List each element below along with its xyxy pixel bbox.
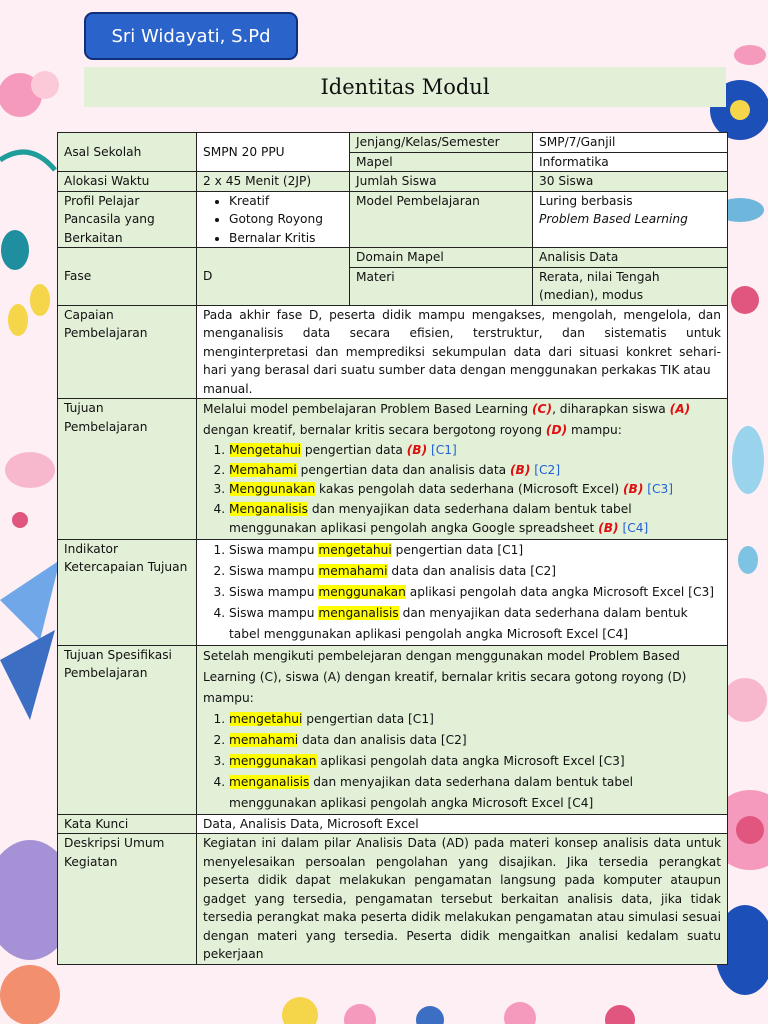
module-identity-table — [57, 132, 728, 965]
verb: menggunakan — [229, 753, 317, 768]
tujuan-list — [203, 441, 721, 539]
label-model: Model Pembelajaran — [350, 191, 533, 248]
code-b: (B) — [598, 521, 619, 535]
list-item — [229, 441, 721, 461]
list-item — [229, 540, 721, 561]
list-item — [229, 480, 721, 500]
item-text: pengertian data [C1] — [391, 542, 524, 557]
label-capaian: Capaian Pembelajaran — [58, 305, 197, 399]
item-text: data dan analisis data [C2] — [387, 563, 557, 578]
value-domain: Analisis Data — [533, 248, 728, 268]
value-jenjang: SMP/7/Ganjil — [533, 133, 728, 153]
list-item — [229, 709, 721, 730]
profil-list — [203, 192, 343, 248]
label-spesifik: Tujuan Spesifikasi Pembelajaran — [58, 645, 197, 814]
value-asal-sekolah: SMPN 20 PPU — [197, 133, 350, 172]
label-profil: Profil Pelajar Pancasila yang Berkaitan — [58, 191, 197, 248]
item-prefix: Siswa mampu — [229, 605, 319, 620]
code-b: (B) — [509, 462, 531, 477]
level-tag: [C1] — [431, 443, 457, 457]
list-item — [229, 461, 721, 481]
list-item: • Kreatif — [229, 192, 343, 211]
verb: memahami — [229, 732, 299, 747]
value-materi: Rerata, nilai Tengah (median), modus — [533, 267, 728, 305]
label-tujuan: Tujuan Pembelajaran — [58, 399, 197, 540]
value-fase: D — [197, 248, 350, 306]
tujuan-intro-b: , diharapkan siswa — [552, 402, 670, 416]
row-kata-kunci — [58, 814, 728, 834]
item-text: dan menyajikan data sederhana dalam bentuk tabel menggunakan aplikasi pengolah angka Microsoft Excel [C4] — [229, 605, 688, 641]
value-model — [533, 191, 728, 248]
item-prefix: Siswa mampu — [229, 542, 319, 557]
capaian-text-end: manual. — [203, 381, 253, 396]
author-name: Sri Widayati, S.Pd — [111, 25, 271, 47]
model-line-2: Problem Based Learning — [539, 212, 688, 226]
value-spesifik — [197, 645, 728, 814]
item-text: dan menyajikan data sederhana dalam bentuk tabel menggunakan aplikasi pengolah angka Microsoft Excel [C4] — [229, 774, 634, 810]
value-profil — [197, 191, 350, 248]
row-asal-sekolah — [58, 133, 728, 153]
value-deskripsi: Kegiatan ini dalam pilar Analisis Data (AD) pada materi konsep analisis data untuk menyelesaikan persoalan pengolahan yang disajikan. Jika tersedia perangkat peserta didik dapat melakukan pengamatan langsung pada komputer ataupun gadget yang tersedia, pengamatan tersebut berkaitan analisis data, jika tidak tersedia perangkat maka peserta didik melakukan pengamatan atau simulasi sesuai dengan materi yang tersedia. Peserta didik mengaitkan analisi kedalam suatu pekerjaan — [197, 834, 728, 965]
level-tag: [C3] — [647, 482, 674, 496]
value-mapel: Informatika — [533, 152, 728, 172]
item-text: aplikasi pengolah data angka Microsoft Excel [C3] — [405, 584, 714, 599]
verb: Menggunakan — [229, 482, 316, 496]
item-text: data dan analisis data [C2] — [298, 732, 467, 747]
row-alokasi — [58, 172, 728, 192]
value-jumlah-siswa: 30 Siswa — [533, 172, 728, 192]
list-item — [229, 500, 721, 539]
label-jenjang: Jenjang/Kelas/Semester — [350, 133, 533, 153]
value-alokasi: 2 x 45 Menit (2JP) — [197, 172, 350, 192]
item-text: kakas pengolah data sederhana (Microsoft Excel) — [315, 482, 623, 496]
label-asal-sekolah: Asal Sekolah — [58, 133, 197, 172]
tujuan-intro-d: mampu: — [567, 423, 622, 437]
list-item — [229, 561, 721, 582]
verb: menganalisis — [318, 605, 399, 620]
row-capaian — [58, 305, 728, 399]
verb: Mengetahui — [229, 443, 302, 457]
item-text: pengertian data [C1] — [302, 711, 434, 726]
level-tag: [C2] — [534, 462, 561, 477]
row-profil — [58, 191, 728, 248]
verb: Menganalisis — [229, 501, 308, 516]
label-alokasi: Alokasi Waktu — [58, 172, 197, 192]
code-d: (D) — [545, 423, 568, 437]
author-name-box — [84, 12, 298, 60]
tujuan-intro — [203, 399, 721, 441]
verb: memahami — [318, 563, 388, 578]
page-title: Identitas Modul — [320, 75, 490, 99]
verb: mengetahui — [229, 711, 303, 726]
code-c: (C) — [531, 402, 553, 416]
indikator-list — [203, 540, 721, 645]
tujuan-intro-c: dengan kreatif, bernalar kritis secara bergotong royong — [203, 423, 546, 437]
list-item — [229, 751, 721, 772]
label-mapel: Mapel — [350, 152, 533, 172]
label-jumlah-siswa: Jumlah Siswa — [350, 172, 533, 192]
item-prefix: Siswa mampu — [229, 584, 319, 599]
verb: Memahami — [229, 462, 297, 477]
row-spesifik — [58, 645, 728, 814]
spesifik-intro: Setelah mengikuti pembelejaran dengan menggunakan model Problem Based Learning (C), siswa (A) dengan kreatif, bernalar kritis secara gotong royong (D) mampu: — [203, 648, 687, 705]
tujuan-intro-a: Melalui model pembelajaran Problem Based Learning — [203, 402, 532, 416]
item-text: dan menyajikan data sederhana dalam bentuk tabel menggunakan aplikasi pengolah angka Google spreadsheet — [229, 501, 632, 535]
list-item — [229, 603, 721, 645]
list-item — [229, 582, 721, 603]
list-item — [229, 772, 721, 814]
label-deskripsi: Deskripsi Umum Kegiatan — [58, 834, 197, 965]
value-capaian — [197, 305, 728, 399]
row-deskripsi — [58, 834, 728, 965]
item-text: pengertian data dan analisis data — [296, 462, 510, 477]
value-tujuan — [197, 399, 728, 540]
verb: mengetahui — [318, 542, 392, 557]
label-domain: Domain Mapel — [350, 248, 533, 268]
item-prefix: Siswa mampu — [229, 563, 319, 578]
model-line-1: Luring berbasis — [539, 193, 633, 208]
row-tujuan — [58, 399, 728, 540]
code-b: (B) — [406, 443, 428, 457]
code-b: (B) — [622, 482, 644, 496]
label-kata-kunci: Kata Kunci — [58, 814, 197, 834]
item-text: aplikasi pengolah data angka Microsoft Excel [C3] — [316, 753, 625, 768]
code-a: (A) — [669, 402, 691, 416]
label-fase: Fase — [58, 248, 197, 306]
verb: menggunakan — [318, 584, 406, 599]
capaian-text: Pada akhir fase D, peserta didik mampu mengakses, mengolah, mengelola, dan menganalisis data secara efisien, terstruktur, dan sistematis untuk menginterpretasi dan memprediksi sekumpulan data dari situasi konkret sehari- hari yang berasal dari suatu sumber data dengan menggunakan perkakas TIK atau — [203, 307, 721, 377]
spesifik-list — [203, 709, 721, 814]
page-title-bar — [84, 67, 726, 107]
item-text: pengertian data — [301, 443, 407, 457]
row-indikator — [58, 539, 728, 645]
list-item: • Bernalar Kritis — [229, 229, 343, 248]
value-indikator — [197, 539, 728, 645]
row-fase — [58, 248, 728, 268]
list-item: • Gotong Royong — [229, 210, 343, 229]
level-tag: [C4] — [622, 521, 649, 535]
label-materi: Materi — [350, 267, 533, 305]
verb: menganalisis — [229, 774, 310, 789]
label-indikator: Indikator Ketercapaian Tujuan — [58, 539, 197, 645]
list-item — [229, 730, 721, 751]
value-kata-kunci: Data, Analisis Data, Microsoft Excel — [197, 814, 728, 834]
